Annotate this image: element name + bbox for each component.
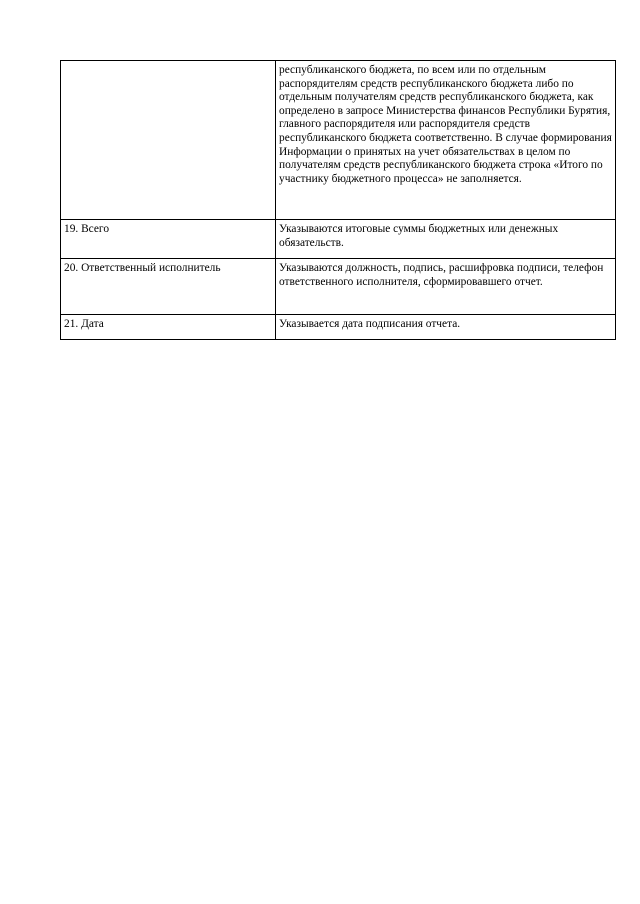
- field-description-cell: Указываются должность, подпись, расшифровка подписи, телефон ответственного исполнителя, сформировавшего отчет.: [276, 259, 616, 315]
- field-name-cell: 19. Всего: [61, 220, 276, 259]
- field-description-cell: Указываются итоговые суммы бюджетных или денежных обязательств.: [276, 220, 616, 259]
- field-name-cell: 21. Дата: [61, 315, 276, 340]
- field-description-cell: Указывается дата подписания отчета.: [276, 315, 616, 340]
- field-name-cell: 20. Ответственный исполнитель: [61, 259, 276, 315]
- table-row: [61, 220, 616, 259]
- field-description-cell: республиканского бюджета, по всем или по отдельным распорядителям средств республиканского бюджета либо по отдельным получателям средств республиканского бюджета, как определено в запросе Министерства финансов Республики Бурятия, главного распорядителя или распорядителя средств республиканского бюджета соответственно. В случае формирования Информации о принятых на учет обязательствах в целом по получателям средств республиканского бюджета строка «Итого по участнику бюджетного процесса» не заполняется.: [276, 61, 616, 220]
- field-description-table: [60, 60, 616, 340]
- table-row: [61, 315, 616, 340]
- field-name-cell: [61, 61, 276, 220]
- table-row: [61, 61, 616, 220]
- table-row: [61, 259, 616, 315]
